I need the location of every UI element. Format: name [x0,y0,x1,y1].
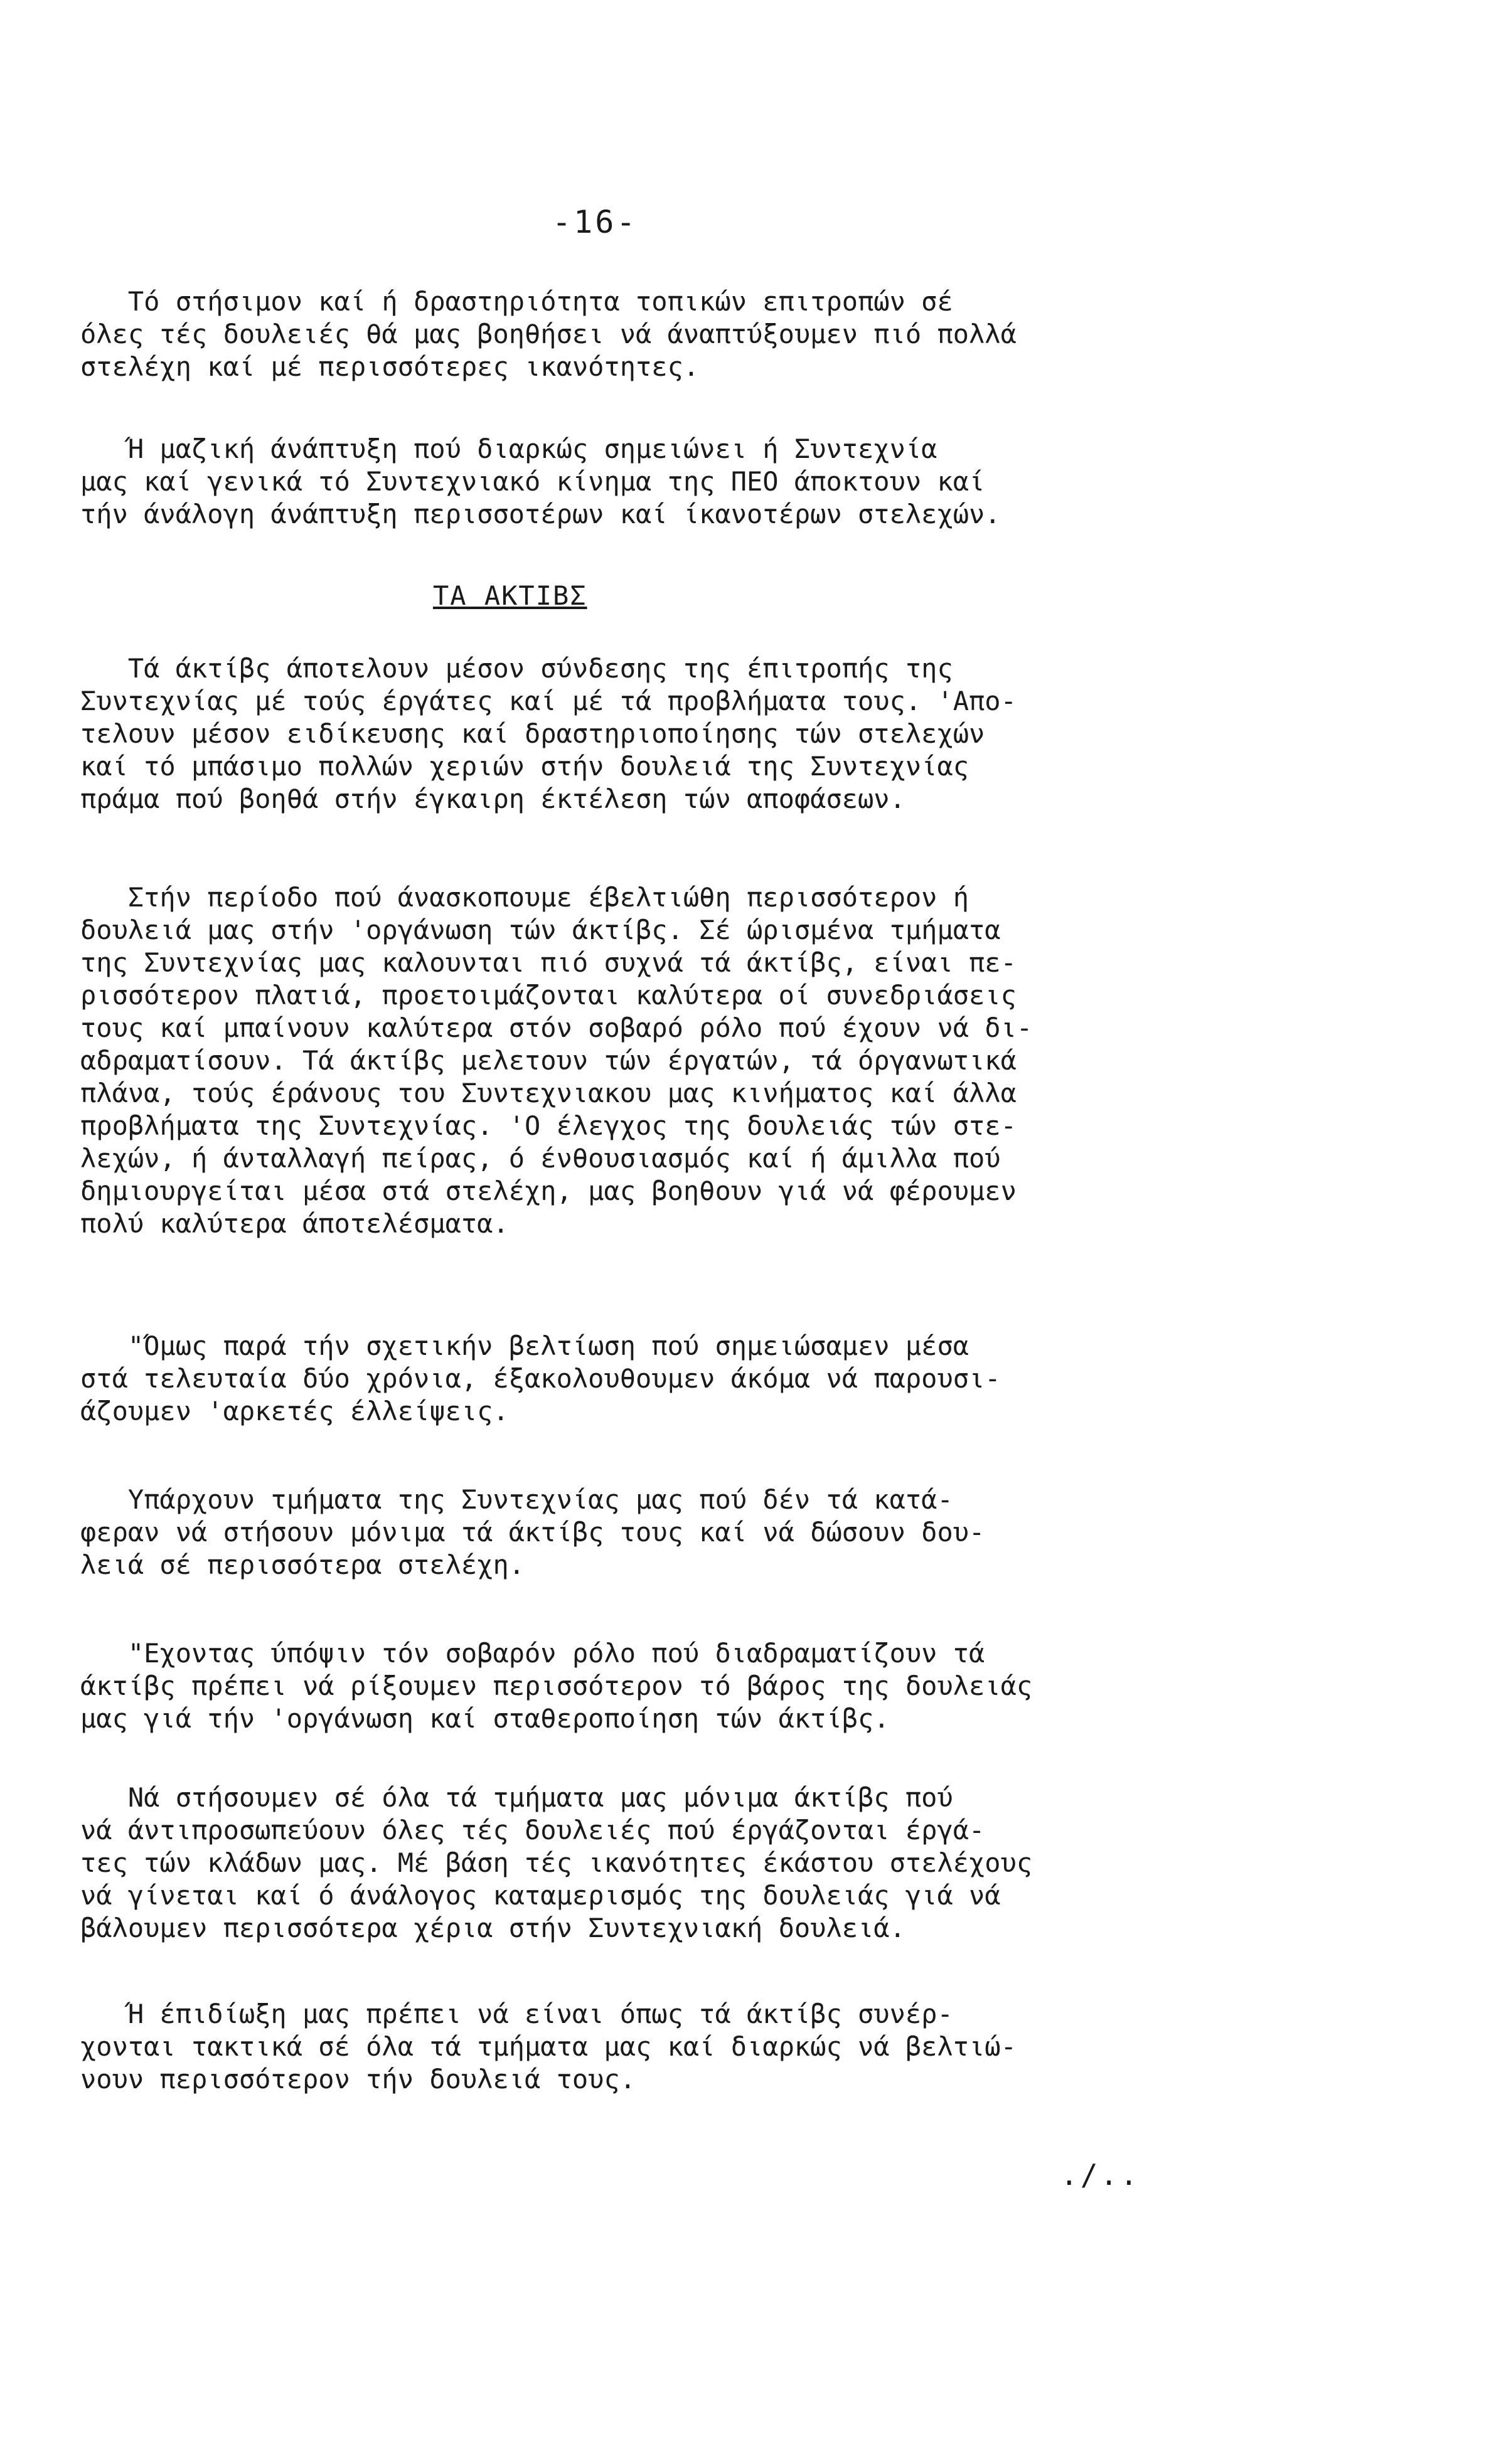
paragraph-8 [80,1782,1235,1945]
text-line: νουν περισσότερον τήν δουλειά τους. [80,2064,636,2095]
text-line: Συντεχνίας μέ τούς έργάτες καί μέ τά προβλήματα τους. 'Απο- [80,686,1017,716]
text-line: βάλουμεν περισσότερα χέρια στήν Συντεχνιακή δουλειά. [80,1913,905,1943]
text-line: "Όμως παρά τήν σχετικήν βελτίωση πού σημειώσαμεν μέσα [80,1330,969,1361]
text-line: Υπάρχουν τμήματα της Συντεχνίας μας πού δέν τά κατά- [80,1484,953,1515]
text-line: τες τών κλάδων μας. Μέ βάση τές ικανότητες έκάστου στελέχους [80,1847,1033,1878]
paragraph-1 [80,285,1235,383]
text-line: νά γίνεται καί ό άνάλογος καταμερισμός της δουλειάς γιά νά [80,1880,1001,1911]
text-line: δημιουργείται μέσα στά στελέχη, μας βοηθουν γιά νά φέρουμεν [80,1176,1017,1206]
text-line: πλάνα, τούς έράνους του Συντεχνιακου μας κινήματος καί άλλα [80,1078,1017,1108]
text-line: προβλήματα της Συντεχνίας. 'Ο έλεγχος της δουλειάς τών στε- [80,1110,1017,1141]
paragraph-7 [80,1637,1235,1735]
paragraph-4 [80,881,1235,1240]
text-line: φεραν νά στήσουν μόνιμα τά άκτίβς τους καί νά δώσουν δου- [80,1517,985,1548]
text-line: στελέχη καί μέ περισσότερες ικανότητες. [80,351,700,382]
text-line: μας γιά τήν 'οργάνωση καί σταθεροποίηση τών άκτίβς. [80,1703,890,1734]
section-heading: ΤΑ ΑΚΤΙΒΣ [433,580,587,611]
text-line: Στήν περίοδο πού άνασκοπουμε έβελτιώθη περισσότερον ή [80,882,969,913]
text-line: Ή μαζική άνάπτυξη πού διαρκώς σημειώνει ή Συντεχνία [80,433,937,464]
paragraph-5 [80,1330,1235,1428]
paragraph-6 [80,1484,1235,1581]
page-number: -16- [552,204,638,240]
text-line: της Συντεχνίας μας καλουνται πιό συχνά τά άκτίβς, είναι πε- [80,947,1017,978]
text-line: μας καί γενικά τό Συντεχνιακό κίνημα της ΠΕΟ άποκτουν καί [80,466,985,497]
paragraph-2 [80,433,1235,531]
text-line: "Εχοντας ύπόψιν τόν σοβαρόν ρόλο πού διαδραματίζουν τά [80,1638,985,1669]
text-line: χονται τακτικά σέ όλα τά τμήματα μας καί διαρκώς νά βελτιώ- [80,2031,1017,2062]
text-line: πράμα πού βοηθά στήν έγκαιρη έκτέλεση τών αποφάσεων. [80,783,905,814]
text-line: Τό στήσιμον καί ή δραστηριότητα τοπικών επιτροπών σέ [80,286,953,317]
text-line: ρισσότερον πλατιά, προετοιμάζονται καλύτερα οί συνεδριάσεις [80,980,1017,1011]
text-line: τήν άνάλογη άνάπτυξη περισσοτέρων καί ίκανοτέρων στελεχών. [80,499,1001,529]
text-line: Τά άκτίβς άποτελουν μέσον σύνδεσης της έπιτροπής της [80,653,953,684]
text-line: όλες τές δουλειές θά μας βοηθήσει νά άναπτύξουμεν πιό πολλά [80,319,1017,349]
paragraph-9 [80,1998,1235,2096]
text-line: λειά σέ περισσότερα στελέχη. [80,1549,525,1580]
text-line: νά άντιπροσωπεύουν όλες τές δουλειές πού έργάζονται έργά- [80,1815,985,1845]
text-line: τελουν μέσον ειδίκευσης καί δραστηριοποίησης τών στελεχών [80,718,985,749]
text-line: δουλειά μας στήν 'οργάνωση τών άκτίβς. Σέ ώρισμένα τμήματα [80,915,1001,945]
text-line: πολύ καλύτερα άποτελέσματα. [80,1208,509,1239]
text-line: Ή έπιδίωξη μας πρέπει νά είναι όπως τά άκτίβς συνέρ- [80,1999,953,2029]
text-line: Νά στήσουμεν σέ όλα τά τμήματα μας μόνιμα άκτίβς πού [80,1782,953,1813]
text-line: καί τό μπάσιμο πολλών χεριών στήν δουλειά της Συντεχνίας [80,751,969,782]
text-line: λεχών, ή άνταλλαγή πείρας, ό ένθουσιασμός καί ή άμιλλα πού [80,1143,1001,1174]
text-line: αδραματίσουν. Τά άκτίβς μελετουν τών έργατών, τά όργανωτικά [80,1045,1017,1076]
paragraph-3 [80,652,1235,815]
continuation-mark: ./.. [1060,2158,1140,2192]
text-line: στά τελευταία δύο χρόνια, έξακολουθουμεν άκόμα νά παρουσι- [80,1363,1001,1394]
text-line: άζουμεν 'αρκετές έλλείψεις. [80,1396,509,1426]
text-line: τους καί μπαίνουν καλύτερα στόν σοβαρό ρόλο πού έχουν νά δι- [80,1012,1033,1043]
text-line: άκτίβς πρέπει νά ρίξουμεν περισσότερον τό βάρος της δουλειάς [80,1670,1033,1701]
